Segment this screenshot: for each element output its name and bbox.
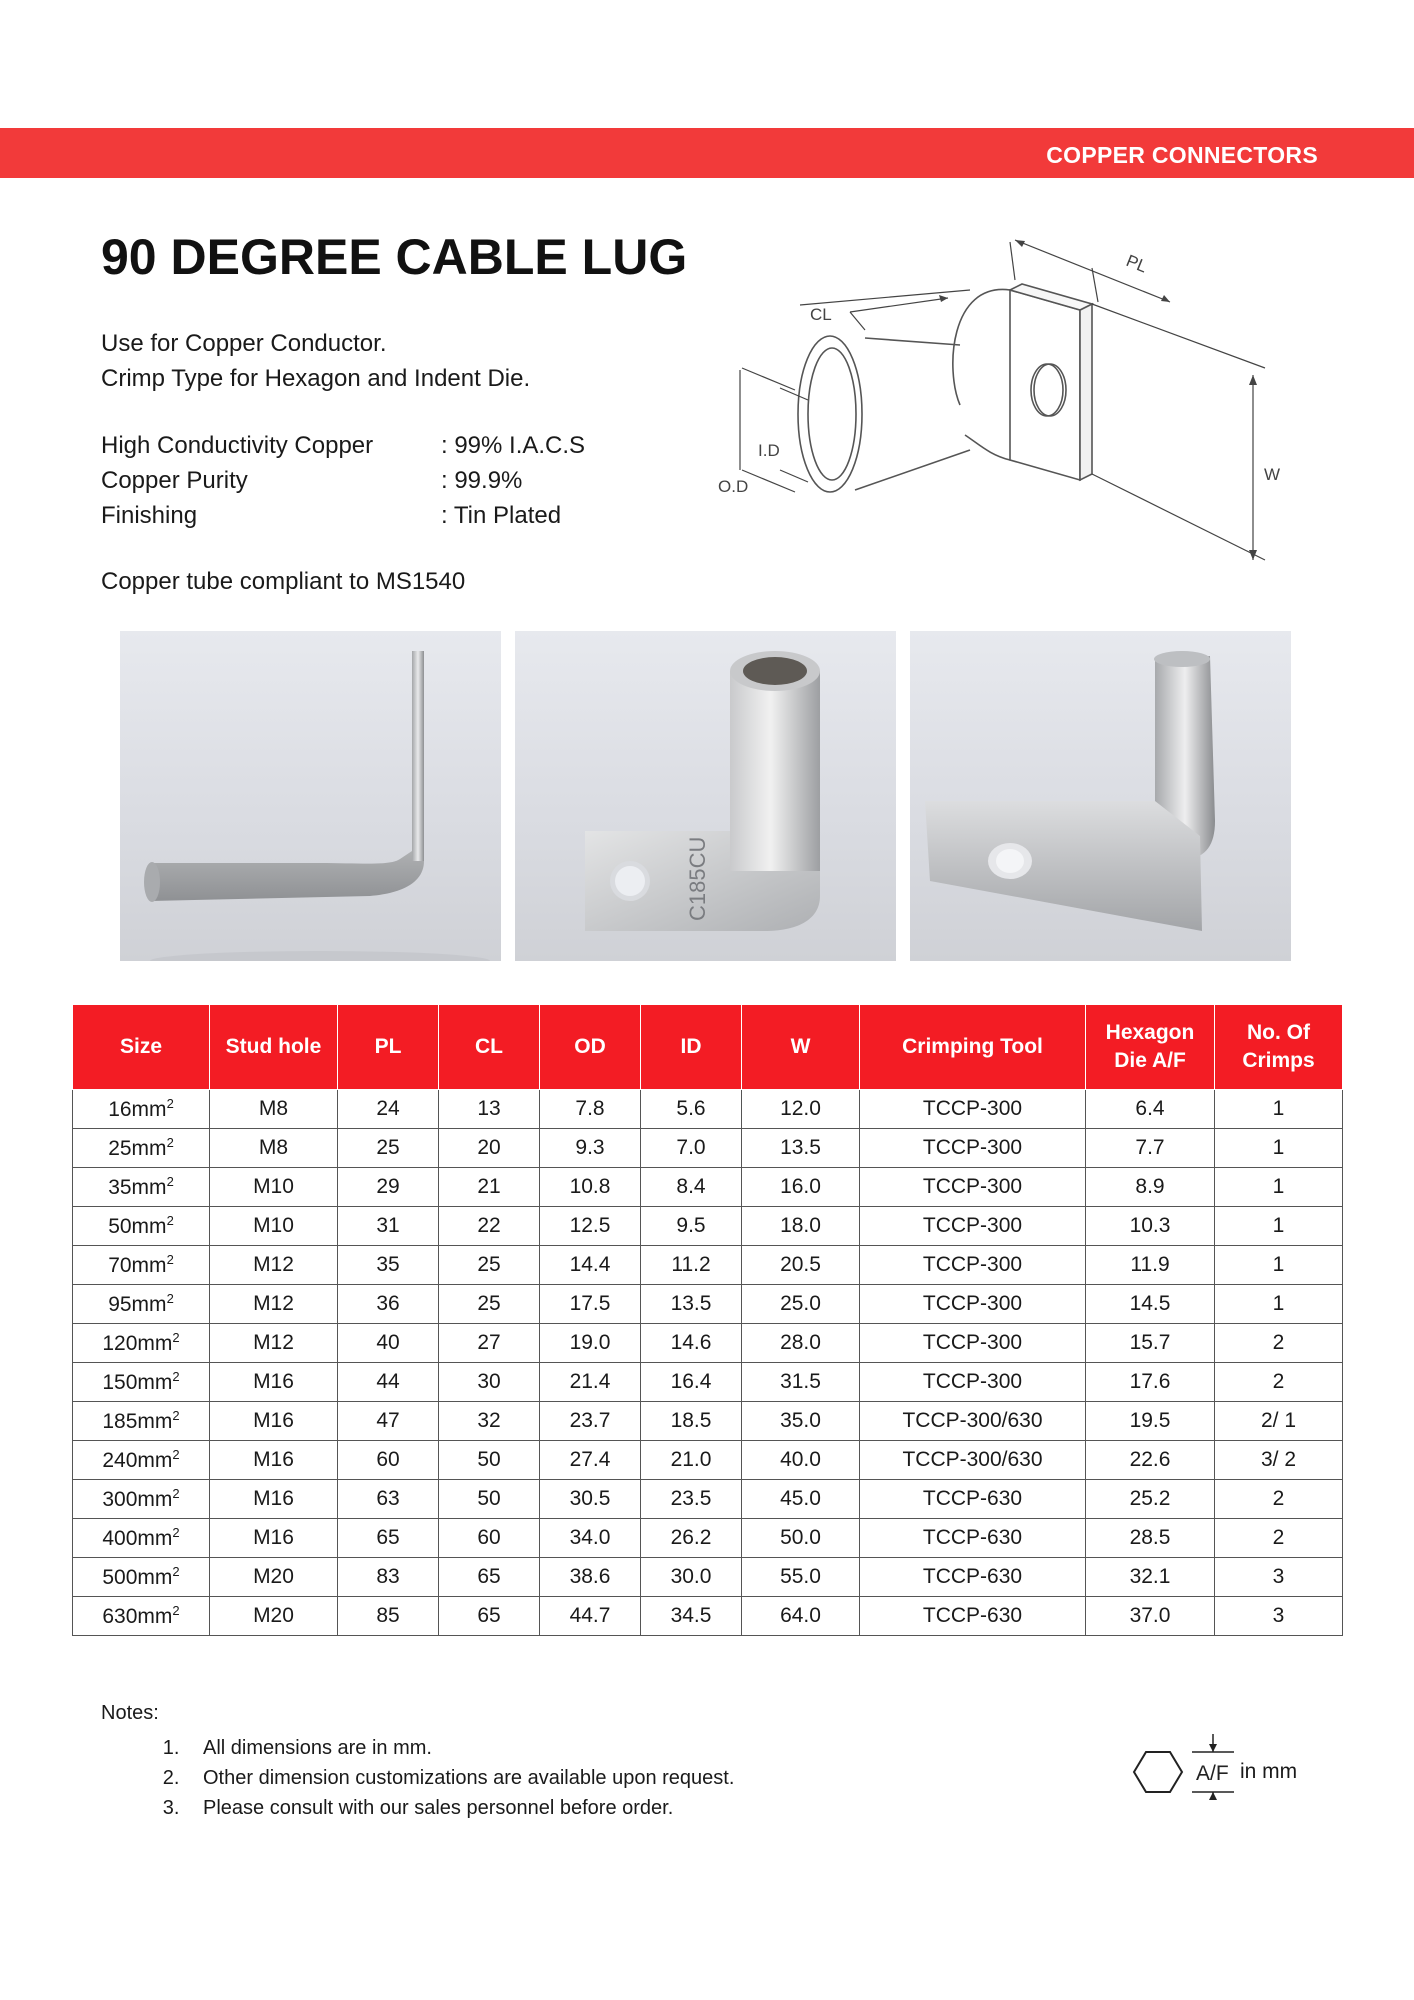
table-cell: 23.7 bbox=[540, 1402, 641, 1441]
table-cell: 35 bbox=[338, 1246, 439, 1285]
table-cell: 2 bbox=[1215, 1480, 1343, 1519]
unit-superscript: 2 bbox=[172, 1408, 180, 1423]
category-label: COPPER CONNECTORS bbox=[1046, 142, 1318, 168]
table-cell: M20 bbox=[210, 1558, 338, 1597]
table-cell: 9.3 bbox=[540, 1129, 641, 1168]
table-cell: M10 bbox=[210, 1207, 338, 1246]
table-cell: M16 bbox=[210, 1519, 338, 1558]
table-cell: 7.0 bbox=[641, 1129, 742, 1168]
column-header: W bbox=[742, 1005, 860, 1090]
table-cell: 14.4 bbox=[540, 1246, 641, 1285]
table-cell: M12 bbox=[210, 1246, 338, 1285]
size-cell: $300mm^2$ bbox=[73, 1480, 210, 1519]
table-cell: 40 bbox=[338, 1324, 439, 1363]
table-cell: 21.4 bbox=[540, 1363, 641, 1402]
table-cell: 21.0 bbox=[641, 1441, 742, 1480]
table-cell: 32.1 bbox=[1086, 1558, 1215, 1597]
table-cell: 17.6 bbox=[1086, 1363, 1215, 1402]
table-cell: 64.0 bbox=[742, 1597, 860, 1636]
table-cell: 63 bbox=[338, 1480, 439, 1519]
unit-superscript: 2 bbox=[172, 1369, 180, 1384]
table-cell: 20 bbox=[439, 1129, 540, 1168]
table-cell: 50 bbox=[439, 1480, 540, 1519]
table-cell: 65 bbox=[439, 1597, 540, 1636]
table-cell: 30.0 bbox=[641, 1558, 742, 1597]
size-cell: $630mm^2$ bbox=[73, 1597, 210, 1636]
page-title: 90 DEGREE CABLE LUG bbox=[101, 229, 688, 285]
size-cell: $25mm^2$ bbox=[73, 1129, 210, 1168]
table-cell: 83 bbox=[338, 1558, 439, 1597]
lug-dimension-diagram bbox=[680, 220, 1320, 600]
table-row bbox=[73, 1168, 1343, 1207]
table-cell: TCCP-300 bbox=[860, 1207, 1086, 1246]
notes-title: Notes: bbox=[101, 1702, 159, 1724]
photo-marking: C185CU bbox=[685, 836, 710, 921]
table-cell: 17.5 bbox=[540, 1285, 641, 1324]
table-cell: 25 bbox=[338, 1129, 439, 1168]
table-cell: 32 bbox=[439, 1402, 540, 1441]
table-cell: 25 bbox=[439, 1246, 540, 1285]
table-cell: 9.5 bbox=[641, 1207, 742, 1246]
table-cell: 13 bbox=[439, 1090, 540, 1129]
table-cell: 30 bbox=[439, 1363, 540, 1402]
table-cell: 24 bbox=[338, 1090, 439, 1129]
column-header: PL bbox=[338, 1005, 439, 1090]
unit-superscript: 2 bbox=[172, 1603, 180, 1618]
cl-label: CL bbox=[810, 305, 832, 324]
unit-superscript: 2 bbox=[166, 1213, 174, 1228]
table-cell: 19.0 bbox=[540, 1324, 641, 1363]
table-cell: 8.9 bbox=[1086, 1168, 1215, 1207]
table-cell: 13.5 bbox=[641, 1285, 742, 1324]
table-cell: TCCP-300 bbox=[860, 1285, 1086, 1324]
table-cell: 1 bbox=[1215, 1246, 1343, 1285]
column-header: Stud hole bbox=[210, 1005, 338, 1090]
table-cell: 44 bbox=[338, 1363, 439, 1402]
table-cell: 5.6 bbox=[641, 1090, 742, 1129]
column-header: CL bbox=[439, 1005, 540, 1090]
unit-superscript: 2 bbox=[172, 1330, 180, 1345]
size-cell: $400mm^2$ bbox=[73, 1519, 210, 1558]
table-cell: M8 bbox=[210, 1129, 338, 1168]
od-label: O.D bbox=[718, 477, 749, 496]
unit-superscript: 2 bbox=[172, 1447, 180, 1462]
spec-row bbox=[101, 498, 585, 533]
table-cell: 47 bbox=[338, 1402, 439, 1441]
intro-line: Use for Copper Conductor. bbox=[101, 330, 387, 357]
table-cell: TCCP-300 bbox=[860, 1090, 1086, 1129]
af-label: A/F bbox=[1196, 1762, 1229, 1785]
table-cell: 2 bbox=[1215, 1519, 1343, 1558]
table-cell: M8 bbox=[210, 1090, 338, 1129]
product-photo-angled bbox=[910, 631, 1291, 961]
table-cell: 7.8 bbox=[540, 1090, 641, 1129]
table-cell: 27 bbox=[439, 1324, 540, 1363]
column-header: ID bbox=[641, 1005, 742, 1090]
table-row bbox=[73, 1597, 1343, 1636]
table-row bbox=[73, 1324, 1343, 1363]
size-cell: $95mm^2$ bbox=[73, 1285, 210, 1324]
table-cell: TCCP-300/630 bbox=[860, 1402, 1086, 1441]
spec-table bbox=[72, 1004, 1343, 1636]
table-row bbox=[73, 1558, 1343, 1597]
table-cell: 2/ 1 bbox=[1215, 1402, 1343, 1441]
size-cell: $500mm^2$ bbox=[73, 1558, 210, 1597]
size-cell: $120mm^2$ bbox=[73, 1324, 210, 1363]
table-cell: 35.0 bbox=[742, 1402, 860, 1441]
table-cell: 60 bbox=[338, 1441, 439, 1480]
spec-value: : Tin Plated bbox=[441, 502, 562, 529]
id-label: I.D bbox=[758, 441, 780, 460]
unit-superscript: 2 bbox=[172, 1486, 180, 1501]
table-cell: 29 bbox=[338, 1168, 439, 1207]
material-specs bbox=[101, 428, 585, 533]
table-cell: 2 bbox=[1215, 1324, 1343, 1363]
column-header: No. Of Crimps bbox=[1215, 1005, 1343, 1090]
unit-superscript: 2 bbox=[166, 1174, 174, 1189]
size-cell: $70mm^2$ bbox=[73, 1246, 210, 1285]
table-cell: M20 bbox=[210, 1597, 338, 1636]
note-item: 2. Other dimension customizations are available upon request. bbox=[185, 1763, 734, 1793]
table-cell: 60 bbox=[439, 1519, 540, 1558]
table-cell: TCCP-630 bbox=[860, 1519, 1086, 1558]
table-cell: 6.4 bbox=[1086, 1090, 1215, 1129]
table-cell: M12 bbox=[210, 1324, 338, 1363]
table-cell: 65 bbox=[338, 1519, 439, 1558]
table-cell: 10.3 bbox=[1086, 1207, 1215, 1246]
table-cell: 38.6 bbox=[540, 1558, 641, 1597]
column-header: Hexagon Die A/F bbox=[1086, 1005, 1215, 1090]
table-cell: 13.5 bbox=[742, 1129, 860, 1168]
header-banner bbox=[0, 128, 1414, 178]
table-cell: 12.5 bbox=[540, 1207, 641, 1246]
table-cell: 16.0 bbox=[742, 1168, 860, 1207]
table-cell: M10 bbox=[210, 1168, 338, 1207]
spec-label: Copper Purity bbox=[101, 467, 248, 494]
table-cell: 25.0 bbox=[742, 1285, 860, 1324]
unit-superscript: 2 bbox=[166, 1096, 174, 1111]
table-cell: 22.6 bbox=[1086, 1441, 1215, 1480]
table-cell: TCCP-300 bbox=[860, 1246, 1086, 1285]
table-cell: 2 bbox=[1215, 1363, 1343, 1402]
table-cell: TCCP-300 bbox=[860, 1363, 1086, 1402]
table-cell: 45.0 bbox=[742, 1480, 860, 1519]
table-cell: 50.0 bbox=[742, 1519, 860, 1558]
size-cell: $240mm^2$ bbox=[73, 1441, 210, 1480]
table-cell: TCCP-300 bbox=[860, 1324, 1086, 1363]
table-cell: 18.0 bbox=[742, 1207, 860, 1246]
table-row bbox=[73, 1402, 1343, 1441]
table-cell: 25.2 bbox=[1086, 1480, 1215, 1519]
table-cell: 36 bbox=[338, 1285, 439, 1324]
table-cell: 7.7 bbox=[1086, 1129, 1215, 1168]
table-cell: 1 bbox=[1215, 1090, 1343, 1129]
notes-list bbox=[101, 1733, 734, 1823]
size-cell: $50mm^2$ bbox=[73, 1207, 210, 1246]
spec-label: Finishing bbox=[101, 502, 198, 529]
w-label: W bbox=[1264, 465, 1281, 484]
spec-row bbox=[101, 463, 585, 498]
spec-row bbox=[101, 428, 585, 463]
table-row bbox=[73, 1519, 1343, 1558]
table-row bbox=[73, 1285, 1343, 1324]
table-cell: TCCP-300 bbox=[860, 1129, 1086, 1168]
notes-section bbox=[101, 1702, 734, 1823]
size-cell: $16mm^2$ bbox=[73, 1090, 210, 1129]
spec-value: : 99% I.A.C.S bbox=[441, 432, 586, 459]
table-header-row bbox=[73, 1005, 1343, 1090]
table-cell: 27.4 bbox=[540, 1441, 641, 1480]
note-item: 1. All dimensions are in mm. bbox=[185, 1733, 734, 1763]
hexagon-icon bbox=[1134, 1752, 1182, 1792]
table-cell: 16.4 bbox=[641, 1363, 742, 1402]
compliance-note: Copper tube compliant to MS1540 bbox=[101, 568, 466, 595]
table-cell: 25 bbox=[439, 1285, 540, 1324]
size-cell: $185mm^2$ bbox=[73, 1402, 210, 1441]
table-cell: 34.5 bbox=[641, 1597, 742, 1636]
table-cell: 85 bbox=[338, 1597, 439, 1636]
product-photo-front bbox=[515, 631, 896, 961]
table-cell: 14.6 bbox=[641, 1324, 742, 1363]
table-cell: M16 bbox=[210, 1480, 338, 1519]
table-body bbox=[73, 1090, 1343, 1636]
table-cell: M16 bbox=[210, 1402, 338, 1441]
table-cell: 28.0 bbox=[742, 1324, 860, 1363]
table-cell: 28.5 bbox=[1086, 1519, 1215, 1558]
table-cell: 34.0 bbox=[540, 1519, 641, 1558]
table-cell: TCCP-630 bbox=[860, 1597, 1086, 1636]
table-cell: 19.5 bbox=[1086, 1402, 1215, 1441]
table-cell: 21 bbox=[439, 1168, 540, 1207]
spec-label: High Conductivity Copper bbox=[101, 432, 374, 459]
unit-superscript: 2 bbox=[166, 1252, 174, 1267]
table-cell: TCCP-630 bbox=[860, 1558, 1086, 1597]
table-cell: 40.0 bbox=[742, 1441, 860, 1480]
table-cell: 8.4 bbox=[641, 1168, 742, 1207]
table-cell: TCCP-300/630 bbox=[860, 1441, 1086, 1480]
table-cell: 3 bbox=[1215, 1558, 1343, 1597]
table-cell: TCCP-300 bbox=[860, 1168, 1086, 1207]
table-cell: 15.7 bbox=[1086, 1324, 1215, 1363]
af-unit: in mm bbox=[1240, 1760, 1298, 1783]
table-row bbox=[73, 1129, 1343, 1168]
size-cell: $150mm^2$ bbox=[73, 1363, 210, 1402]
table-cell: 1 bbox=[1215, 1129, 1343, 1168]
unit-superscript: 2 bbox=[166, 1135, 174, 1150]
table-cell: 22 bbox=[439, 1207, 540, 1246]
table-cell: 12.0 bbox=[742, 1090, 860, 1129]
table-row bbox=[73, 1480, 1343, 1519]
table-cell: 31.5 bbox=[742, 1363, 860, 1402]
table-cell: 65 bbox=[439, 1558, 540, 1597]
pl-label: PL bbox=[1123, 251, 1150, 277]
unit-superscript: 2 bbox=[172, 1564, 180, 1579]
table-cell: 1 bbox=[1215, 1168, 1343, 1207]
table-row bbox=[73, 1441, 1343, 1480]
table-cell: 1 bbox=[1215, 1285, 1343, 1324]
table-cell: 20.5 bbox=[742, 1246, 860, 1285]
table-cell: 50 bbox=[439, 1441, 540, 1480]
product-photo-side bbox=[120, 631, 501, 961]
table-cell: 10.8 bbox=[540, 1168, 641, 1207]
table-row bbox=[73, 1246, 1343, 1285]
intro-line: Crimp Type for Hexagon and Indent Die. bbox=[101, 365, 531, 392]
table-cell: 55.0 bbox=[742, 1558, 860, 1597]
intro-text bbox=[101, 326, 530, 396]
table-cell: M16 bbox=[210, 1363, 338, 1402]
table-cell: 1 bbox=[1215, 1207, 1343, 1246]
size-cell: $35mm^2$ bbox=[73, 1168, 210, 1207]
table-cell: 11.2 bbox=[641, 1246, 742, 1285]
table-cell: 3/ 2 bbox=[1215, 1441, 1343, 1480]
table-row bbox=[73, 1363, 1343, 1402]
table-cell: 14.5 bbox=[1086, 1285, 1215, 1324]
table-cell: TCCP-630 bbox=[860, 1480, 1086, 1519]
table-cell: 3 bbox=[1215, 1597, 1343, 1636]
table-cell: 18.5 bbox=[641, 1402, 742, 1441]
table-cell: 31 bbox=[338, 1207, 439, 1246]
table-cell: M16 bbox=[210, 1441, 338, 1480]
table-cell: 23.5 bbox=[641, 1480, 742, 1519]
table-cell: 11.9 bbox=[1086, 1246, 1215, 1285]
note-item: 3. Please consult with our sales personnel before order. bbox=[185, 1793, 734, 1823]
table-cell: 26.2 bbox=[641, 1519, 742, 1558]
table-row bbox=[73, 1207, 1343, 1246]
column-header: OD bbox=[540, 1005, 641, 1090]
table-cell: M12 bbox=[210, 1285, 338, 1324]
column-header: Size bbox=[73, 1005, 210, 1090]
table-cell: 44.7 bbox=[540, 1597, 641, 1636]
unit-superscript: 2 bbox=[166, 1291, 174, 1306]
unit-superscript: 2 bbox=[172, 1525, 180, 1540]
table-row bbox=[73, 1090, 1343, 1129]
column-header: Crimping Tool bbox=[860, 1005, 1086, 1090]
spec-value: : 99.9% bbox=[441, 467, 523, 494]
table-cell: 30.5 bbox=[540, 1480, 641, 1519]
table-cell: 37.0 bbox=[1086, 1597, 1215, 1636]
